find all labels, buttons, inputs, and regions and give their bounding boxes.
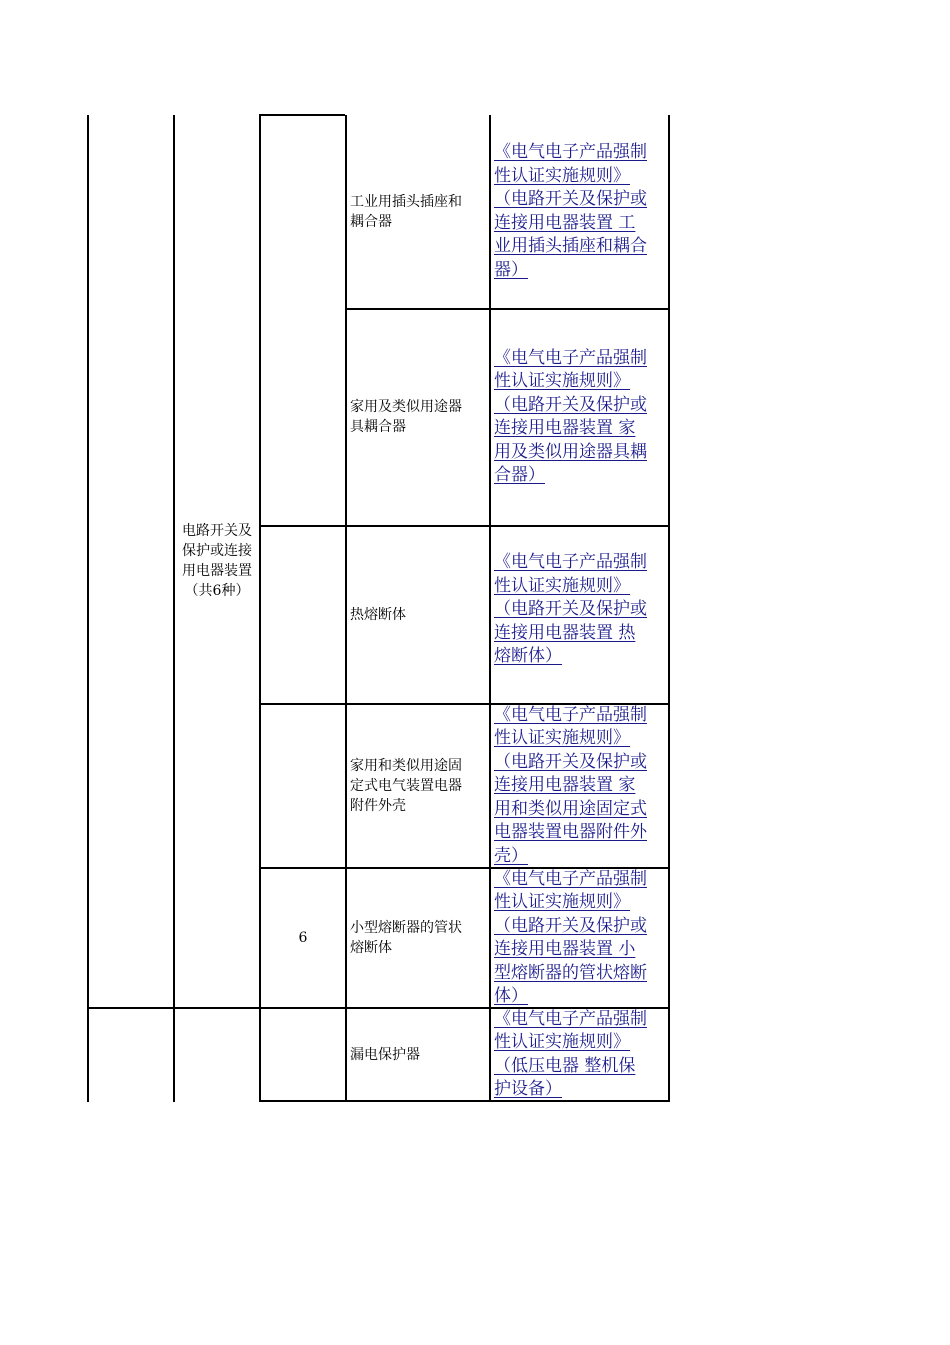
product-cell-6: [347, 1009, 489, 1100]
row-line-top: [259, 114, 345, 116]
rule-link[interactable]: 《电气电子产品强制 性认证实施规则》 （电路开关及保护或 连接用电器装置 小 型熔断器的管状熔断 体）: [494, 868, 647, 1006]
rule-cell-1: [491, 115, 668, 308]
col-line-6: [668, 115, 670, 1102]
product-name: 漏电保护器: [350, 1046, 420, 1063]
col-line-1: [87, 115, 89, 1102]
product-cell-1: [347, 115, 489, 308]
rule-cell-5: [491, 869, 668, 1007]
product-name: 工业用插头插座和 耦合器: [350, 193, 462, 230]
product-cell-5: [347, 869, 489, 1007]
product-name: 小型熔断器的管状 熔断体: [350, 920, 462, 956]
rule-link[interactable]: 《电气电子产品强制 性认证实施规则》 （电路开关及保护或 连接用电器装置 工 业用插头插座和耦合 器）: [494, 142, 647, 280]
product-cell-3: [347, 527, 489, 703]
category-cell: [175, 115, 259, 1007]
category-label: 电路开关及 保护或连接 用电器装置 （共6种）: [182, 523, 252, 599]
rule-link[interactable]: 《电气电子产品强制 性认证实施规则》 （电路开关及保护或 连接用电器装置 热 熔断体）: [494, 552, 647, 667]
product-name: 家用及类似用途器 具耦合器: [350, 399, 462, 435]
rule-cell-6: [491, 1009, 668, 1100]
rule-link[interactable]: 《电气电子产品强制 性认证实施规则》 （电路开关及保护或 连接用电器装置 家 用和类似用途固定式 电器装置电器附件外 壳）: [494, 704, 647, 866]
rule-cell-4: [491, 705, 668, 867]
product-name: 热熔断体: [350, 607, 406, 623]
number-cell-5: [261, 869, 345, 1007]
rule-link[interactable]: 《电气电子产品强制 性认证实施规则》 （电路开关及保护或 连接用电器装置 家 用及类似用途器具耦 合器）: [494, 347, 647, 485]
product-cell-4: [347, 705, 489, 867]
product-cell-2: [347, 309, 489, 525]
row-number: 6: [298, 930, 308, 946]
rule-link[interactable]: 《电气电子产品强制 性认证实施规则》 （低压电器 整机保 护设备）: [494, 1008, 647, 1099]
rule-cell-2: [491, 309, 668, 525]
product-name: 家用和类似用途固 定式电气装置电器 附件外壳: [350, 758, 462, 814]
rule-cell-3: [491, 527, 668, 703]
